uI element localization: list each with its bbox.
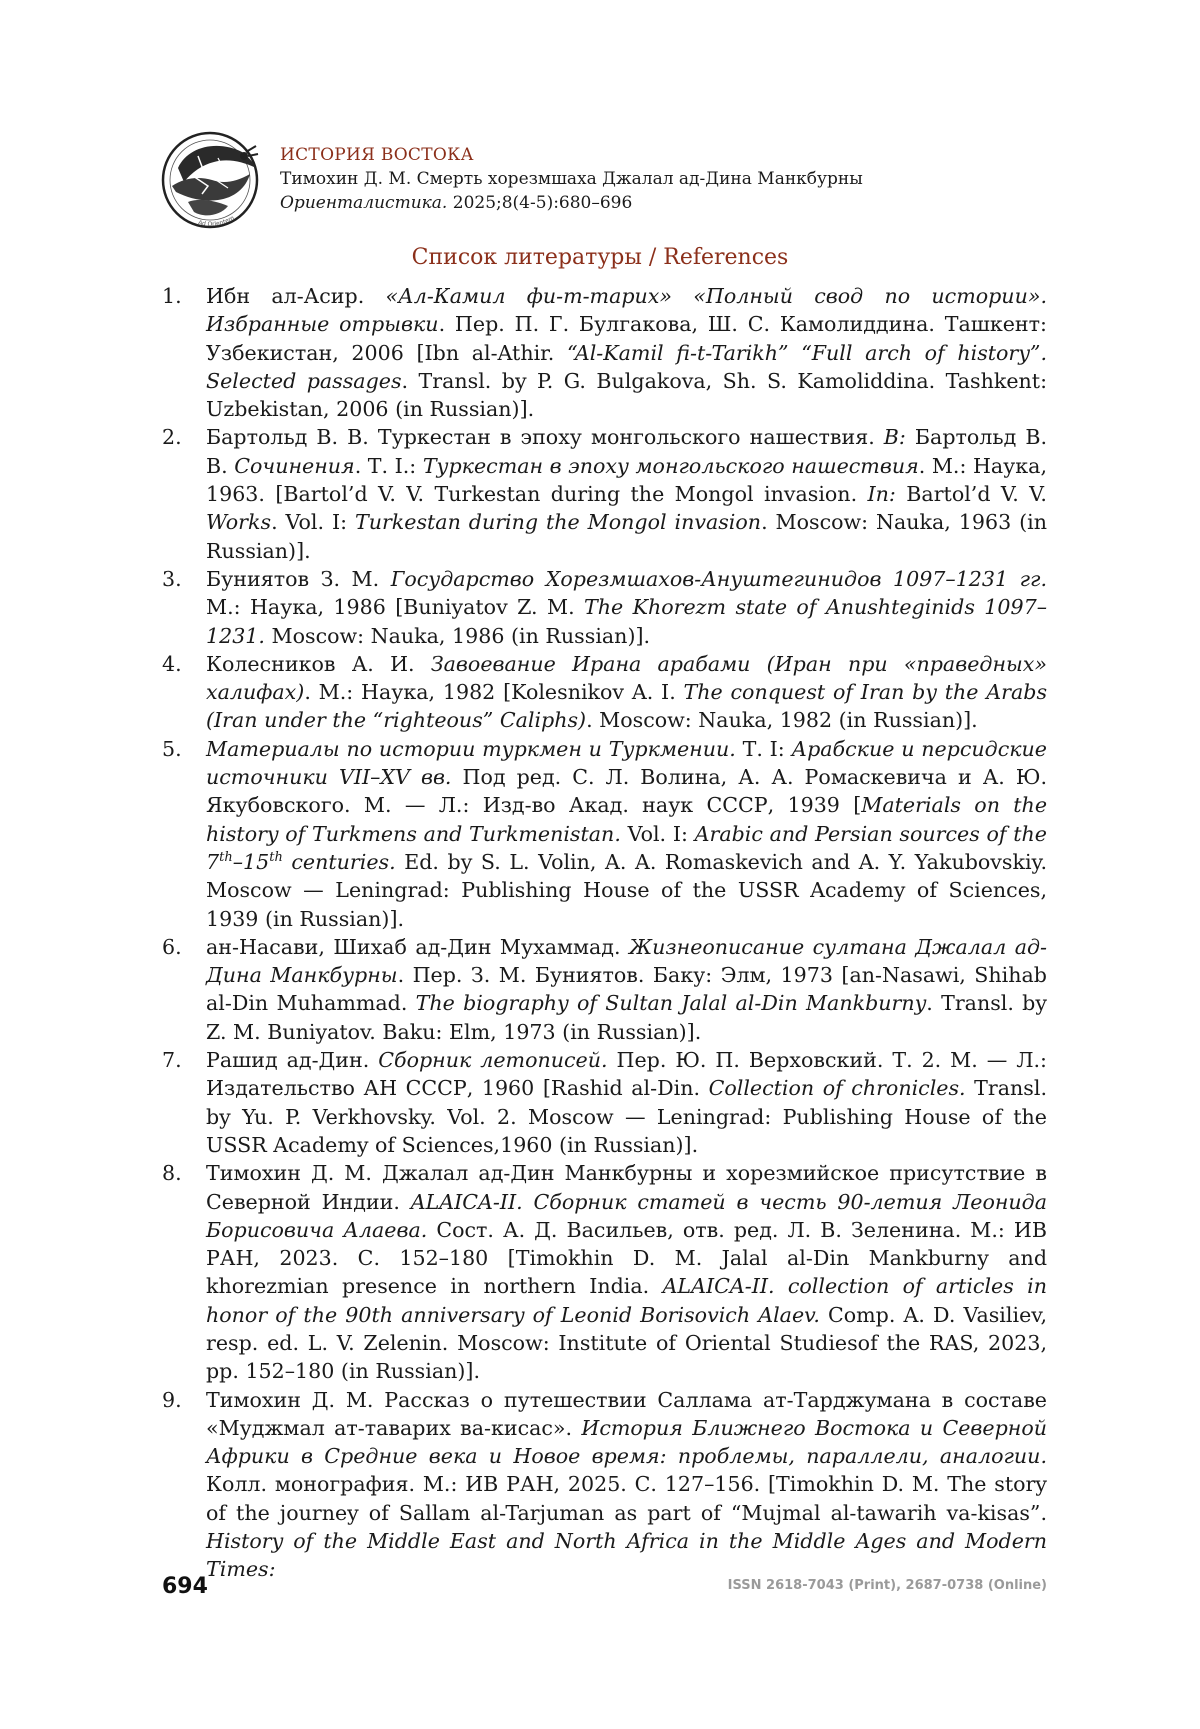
- reference-number: 8.: [162, 1161, 182, 1186]
- reference-text: «Ал-Камил фи-т-тарих» «Полный свод по истории». Избранные отрывки: [206, 284, 1047, 337]
- reference-text: . М.: Наука, 1963. [Bartol’d V. V. Turkestan during the Mongol invasion.: [206, 453, 1047, 507]
- reference-text: . Transl. by Z. M. Buniyatov. Baku: Elm, 1973 (in Russian)].: [206, 991, 1047, 1044]
- reference-list: [162, 282, 1047, 1584]
- reference-text: Bartol’d V. V.: [895, 482, 1047, 507]
- reference-text: В:: [883, 425, 906, 450]
- reference-text: Т. I:: [735, 736, 792, 761]
- reference-text: Буниятов З. М.: [206, 566, 391, 591]
- reference-text: Works: [206, 510, 272, 535]
- reference-text: М.: Наука, 1986 [Buniyatov Z. M.: [206, 595, 585, 620]
- logo-caption: Ad Orientem: [197, 214, 236, 228]
- reference-number: 9.: [162, 1387, 182, 1412]
- journal-citation: [280, 191, 863, 215]
- reference-item: [162, 650, 1047, 735]
- reference-text: Пер. Ю. П. Верховский. Т. 2. М. — Л.: Издательство АН СССР, 1960 [Rashid al-Din.: [206, 1048, 1047, 1101]
- reference-text: Vol. I:: [620, 821, 695, 846]
- reference-text: Бартольд В. В.: [206, 425, 1047, 478]
- reference-number: 4.: [162, 651, 182, 676]
- references-heading: Список литературы / References: [411, 245, 789, 270]
- reference-number: 2.: [162, 425, 182, 450]
- page-footer: [162, 1574, 1047, 1604]
- reference-text: “Al-Kamil fi-t-Tarikh” “Full arch of history”. Selected passages: [206, 340, 1047, 393]
- reference-text: th: [269, 850, 283, 866]
- reference-text: Бартольд В. В. Туркестан в эпоху монгольского нашествия.: [206, 425, 884, 450]
- section-title: ИСТОРИЯ ВОСТОКА: [280, 145, 474, 165]
- reference-item: [162, 423, 1047, 564]
- reference-text: Материалы по истории туркмен и Туркмении.: [206, 736, 736, 761]
- reference-number: 3.: [162, 566, 182, 591]
- issn-line: ISSN 2618-7043 (Print), 2687-0738 (Online): [727, 1578, 1047, 1593]
- reference-text: Comp. A. D. Vasiliev, resp. ed. L. V. Zelenin. Moscow: Institute of Oriental Studiesof the RAS, 2023, pp. 152–180 (in Russian)].: [206, 1302, 1047, 1384]
- reference-text: Колесников А. И.: [206, 651, 431, 676]
- reference-number: 5.: [162, 736, 182, 761]
- reference-text: Сост. А. Д. Васильев, отв. ред. Л. В. Зеленина. М.: ИВ РАН, 2023. С. 152–180 [Timokhin D. M. Jalal al-Din Mankburny and khorezmian presence in northern India.: [206, 1217, 1047, 1299]
- reference-text: . Пер. З. М. Буниятов. Баку: Элм, 1973 [an-Nasawi, Shihab al-Din Muhammad.: [206, 963, 1047, 1016]
- reference-text: Ed. by S. L. Volin, A. A. Romaskevich and A. Y. Yakubovskiy. Moscow — Leningrad: Publishing House of the USSR Academy of Sciences, 1939 (in Russian)].: [206, 849, 1047, 931]
- reference-item: [162, 1046, 1047, 1159]
- reference-item: [162, 565, 1047, 650]
- journal-logo: [158, 128, 268, 233]
- page-header: [158, 128, 1058, 233]
- reference-text: The Khorezm state of Anushteginids 1097–1231.: [206, 595, 1047, 648]
- reference-text: Туркестан в эпоху монгольского нашествия: [422, 453, 919, 478]
- reference-item: [162, 735, 1047, 933]
- reference-text: The conquest of Iran by the Arabs (Iran under the “righteous” Caliphs): [206, 680, 1048, 733]
- reference-text: Государство Хорезмшахов-Ануштегинидов 1097–1231 гг.: [390, 566, 1047, 591]
- article-title: Тимохин Д. М. Смерть хорезмшаха Джалал ад-Дина Манкбурны: [280, 169, 863, 189]
- reference-text: Ибн ал-Асир.: [206, 284, 386, 308]
- reference-text: ALAICA-II. collection of articles in honor of the 90th anniversary of Leonid Borisovich Alaev.: [206, 1274, 1047, 1327]
- reference-text: Арабские и персидские источники VII–XV вв.: [206, 736, 1047, 790]
- reference-text: Сборник летописей.: [378, 1048, 608, 1073]
- reference-text: In:: [867, 482, 896, 507]
- reference-text: –15: [232, 849, 270, 874]
- reference-text: The biography of Sultan Jalal al-Din Mankburny: [415, 991, 927, 1016]
- reference-text: centuries.: [282, 849, 396, 874]
- reference-item: [162, 933, 1047, 1046]
- reference-text: . Moscow: Nauka, 1963 (in Russian)].: [206, 510, 1047, 563]
- reference-text: Transl. by Yu. P. Verkhovsky. Vol. 2. Moscow — Leningrad: Publishing House of the USSR Academy of Sciences,1960 (in Russian)].: [206, 1076, 1047, 1157]
- reference-number: 7.: [162, 1048, 182, 1073]
- reference-text: Завоевание Ирана арабами (Иран при «праведных» халифах): [206, 651, 1047, 705]
- reference-text: Turkestan during the Mongol invasion: [354, 510, 762, 535]
- reference-text: Тимохин Д. М. Рассказ о путешествии Саллама ат-Тарджумана в составе «Муджмал ат-таварих ва-кисас».: [206, 1387, 1047, 1440]
- reference-item: [162, 1386, 1047, 1584]
- reference-text: . М.: Наука, 1982 [Kolesnikov A. I.: [304, 680, 684, 705]
- reference-text: . Т. I.:: [354, 453, 423, 478]
- reference-text: Под ред. С. Л. Волина, А. А. Ромаскевича и А. Ю. Якубовского. М. — Л.: Изд-во Акад. наук СССР, 1939 [: [206, 765, 1047, 818]
- reference-text: . Moscow: Nauka, 1982 (in Russian)].: [586, 708, 978, 733]
- reference-text: История Ближнего Востока и Северной Африки в Средние века и Новое время: проблемы, параллели, аналогии.: [206, 1415, 1047, 1469]
- reference-text: Жизнеописание султана Джалал ад-Дина Манкбурны: [206, 934, 1047, 988]
- reference-text: . Transl. by P. G. Bulgakova, Sh. S. Kamoliddina. Tashkent: Uzbekistan, 2006 (in Russian)].: [206, 368, 1048, 422]
- reference-text: Сочинения: [234, 453, 355, 478]
- page-number: 694: [162, 1574, 208, 1599]
- reference-text: ALAICA-II. Сборник статей в честь 90-летия Леонида Борисовича Алаева.: [206, 1189, 1047, 1242]
- reference-text: Рашид ад-Дин.: [206, 1048, 379, 1073]
- reference-text: Materials on the history of Turkmens and Turkmenistan.: [206, 793, 1048, 846]
- header-text: [280, 143, 863, 215]
- reference-text: . Пер. П. Г. Булгакова, Ш. С. Камолиддина. Ташкент: Узбекистан, 2006 [Ibn al-Athir.: [206, 312, 1047, 365]
- reference-text: Arabic and Persian sources of the 7: [206, 821, 1047, 874]
- reference-number: 1.: [162, 284, 182, 308]
- reference-text: Тимохин Д. М. Джалал ад-Дин Манкбурны и хорезмийское присутствие в Северной Индии.: [206, 1161, 1047, 1214]
- reference-text: History of the Middle East and North Africa in the Middle Ages and Modern Times:: [206, 1529, 1047, 1582]
- reference-number: 6.: [162, 934, 182, 959]
- reference-text: ан-Насави, Шихаб ад-Дин Мухаммад.: [206, 934, 629, 959]
- reference-item: [162, 1159, 1047, 1385]
- journal-issue: 2025;8(4-5):680–696: [447, 193, 633, 213]
- reference-text: Collection of chronicles.: [708, 1076, 966, 1101]
- reference-text: . Vol. I:: [271, 510, 355, 535]
- reference-text: th: [219, 850, 233, 866]
- reference-text: Moscow: Nauka, 1986 (in Russian)].: [264, 623, 651, 648]
- reference-item: [162, 282, 1047, 423]
- reference-text: Колл. монография. М.: ИВ РАН, 2025. С. 127–156. [Timokhin D. M. The story of the journey of Sallam al-Tarjuman as part of “Mujmal al-tawarih va-kisas”.: [206, 1472, 1047, 1525]
- journal-name: Ориенталистика.: [280, 193, 448, 213]
